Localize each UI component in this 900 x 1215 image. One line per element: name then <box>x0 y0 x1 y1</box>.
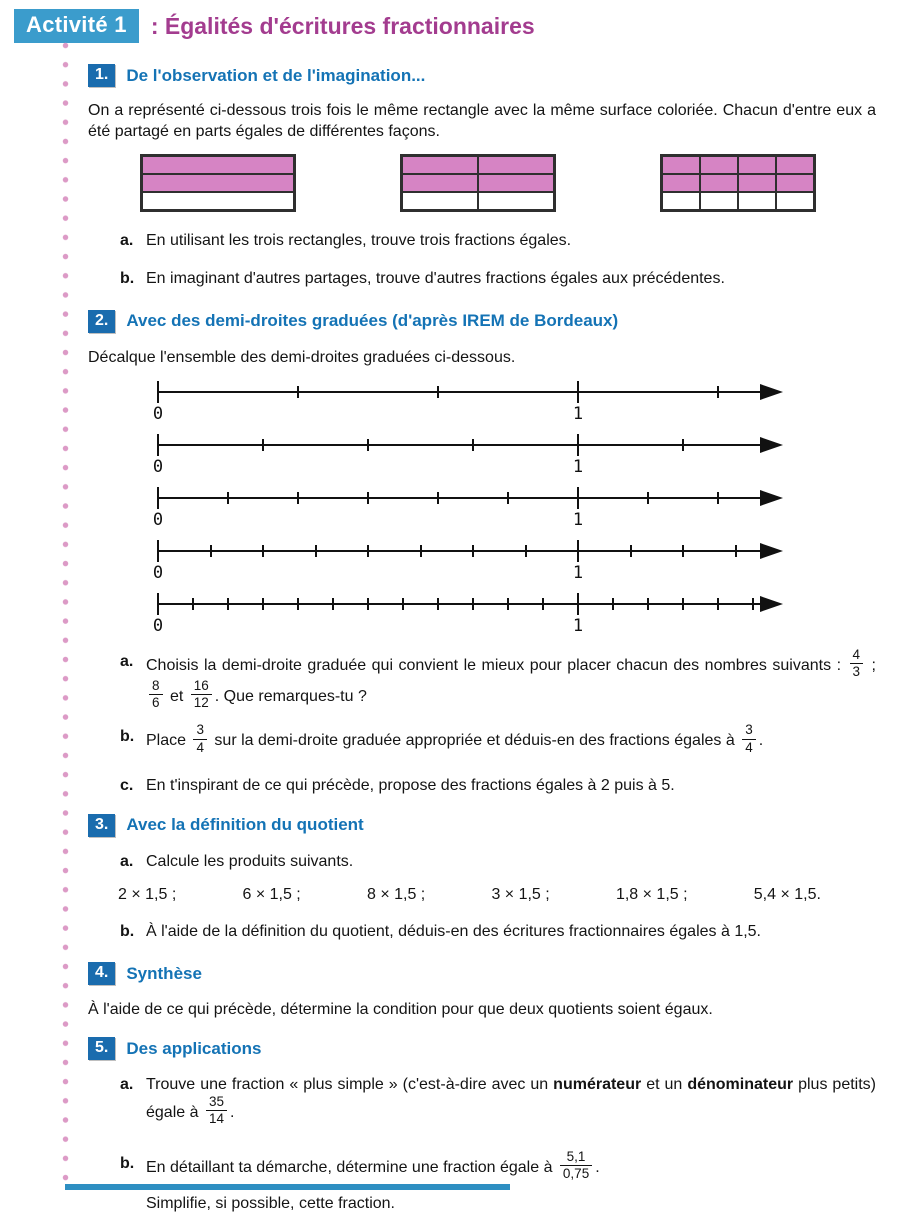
partitioned-rectangle <box>400 154 556 212</box>
tick-mark <box>210 545 212 557</box>
arrow-head-icon <box>760 596 783 612</box>
fraction <box>560 1150 592 1181</box>
fraction-denominator: 4 <box>193 739 207 755</box>
shaded-cell <box>776 174 814 192</box>
zero-label: 0 <box>152 562 164 583</box>
tick-mark <box>332 598 334 610</box>
section-5-heading <box>88 1037 876 1060</box>
number-line-axis <box>158 603 764 605</box>
section-title: Avec des demi-droites graduées (d'après IREM de Bordeaux) <box>126 311 619 331</box>
product-expression: 8 × 1,5 ; <box>366 886 426 904</box>
question-item <box>88 1073 876 1128</box>
fraction <box>191 679 212 710</box>
section-title: Synthèse <box>126 963 202 983</box>
fraction-denominator: 6 <box>149 694 163 710</box>
number-line-axis <box>158 444 764 446</box>
item-text: Trouve une fraction « plus simple » (c'est-à-dire avec un numérateur et un dénominateur plus petits) égale à $\frac{35}{14}$ . <box>146 1076 877 1126</box>
fraction-numerator: 16 <box>193 678 209 694</box>
tick-mark <box>577 540 579 562</box>
zero-label: 0 <box>152 456 164 477</box>
tick-mark <box>297 386 299 398</box>
tick-mark <box>682 598 684 610</box>
tick-mark <box>437 492 439 504</box>
question-item <box>88 646 877 713</box>
unshaded-cell <box>478 192 554 210</box>
tick-mark <box>735 545 737 557</box>
section-1-heading <box>88 64 876 87</box>
tick-mark <box>227 492 229 504</box>
section-title: Des applications <box>126 1038 262 1058</box>
shaded-cell <box>700 174 738 192</box>
tick-mark <box>472 545 474 557</box>
item-text: Place $\frac{3}{4}$ sur la demi-droite graduée appropriée et déduis-en des fractions égales à $\frac{3}{4}$ . <box>146 722 764 755</box>
fraction-denominator: 14 <box>206 1110 227 1126</box>
section-4-heading <box>88 962 876 985</box>
tick-mark <box>682 439 684 451</box>
number-lines-figure <box>0 378 900 643</box>
fraction-numerator: 3 <box>196 722 204 738</box>
item-text-runs: En détaillant ta démarche, détermine une fraction égale à $\frac{5,1}{0,75}$ . <box>146 1148 600 1182</box>
shaded-cell <box>142 156 294 174</box>
one-label: 1 <box>572 456 584 477</box>
tick-mark <box>577 434 579 456</box>
fraction-denominator: 4 <box>742 739 756 755</box>
shaded-cell <box>662 174 700 192</box>
tick-mark <box>647 492 649 504</box>
one-label: 1 <box>572 562 584 583</box>
fraction <box>742 723 756 754</box>
shaded-cell <box>738 156 776 174</box>
tick-mark <box>507 598 509 610</box>
arrow-head-icon <box>760 490 783 506</box>
item-label: a. <box>120 652 134 670</box>
partitioned-rectangle <box>660 154 816 212</box>
tick-mark <box>262 439 264 451</box>
question-item <box>88 267 876 290</box>
section-number-badge: 3. <box>88 814 115 837</box>
item-label: b. <box>120 728 135 746</box>
product-expression: 3 × 1,5 ; <box>491 886 550 904</box>
activity-tag: Activité 1 <box>14 9 139 43</box>
bold-term: numérateur <box>553 1076 642 1094</box>
product-expression: 2 × 1,5 ; <box>118 886 177 904</box>
worksheet-content <box>0 64 900 1215</box>
tick-mark <box>577 593 579 615</box>
shaded-cell <box>776 156 814 174</box>
tick-mark <box>472 439 474 451</box>
tick-mark <box>402 598 404 610</box>
fraction <box>850 648 864 679</box>
tick-mark <box>315 545 317 557</box>
number-line-axis <box>158 550 764 552</box>
products-list <box>118 886 821 904</box>
tick-mark <box>367 492 369 504</box>
tick-mark <box>157 593 159 615</box>
item-label: b. <box>120 923 135 941</box>
item-text: En t'inspirant de ce qui précède, propose des fractions égales à 2 puis à 5. <box>146 776 675 794</box>
section-number-badge: 4. <box>88 962 115 985</box>
question-item <box>88 920 876 943</box>
question-item <box>88 722 876 756</box>
fraction-numerator: 35 <box>208 1093 224 1109</box>
one-label: 1 <box>572 509 584 530</box>
partitioned-rectangles-figure <box>140 154 876 212</box>
item-label: a. <box>120 232 134 250</box>
fraction-denominator: 0,75 <box>560 1165 592 1181</box>
tick-mark <box>507 492 509 504</box>
shaded-cell <box>738 174 776 192</box>
item-label: a. <box>120 852 134 870</box>
bold-term: dénominateur <box>687 1076 794 1094</box>
graduated-number-line <box>0 378 900 431</box>
section-1-intro: On a représenté ci-dessous trois fois le même rectangle avec la même surface coloriée. Chacun d'entre eux a été partagé en parts égales de différentes façons. <box>88 102 876 141</box>
fraction <box>193 723 207 754</box>
graduated-number-line <box>0 590 900 643</box>
tick-mark <box>612 598 614 610</box>
tick-mark <box>262 545 264 557</box>
tick-mark <box>682 545 684 557</box>
tick-mark <box>577 487 579 509</box>
unshaded-cell <box>700 192 738 210</box>
tick-mark <box>157 434 159 456</box>
fraction-denominator: 12 <box>191 694 212 710</box>
shaded-cell <box>478 174 554 192</box>
item-text: En utilisant les trois rectangles, trouve trois fractions égales. <box>146 232 572 250</box>
partitioned-rectangle <box>140 154 296 212</box>
item-text: En imaginant d'autres partages, trouve d'autres fractions égales aux précédentes. <box>146 270 725 288</box>
unshaded-cell <box>776 192 814 210</box>
shaded-cell <box>700 156 738 174</box>
tick-mark <box>420 545 422 557</box>
one-label: 1 <box>572 615 584 636</box>
tick-mark <box>717 386 719 398</box>
section-2-heading <box>88 310 876 333</box>
item-label: b. <box>120 1154 135 1172</box>
fraction-numerator: 3 <box>745 722 753 738</box>
tick-mark <box>472 598 474 610</box>
section-number-badge: 2. <box>88 310 115 333</box>
tick-mark <box>367 545 369 557</box>
tick-mark <box>630 545 632 557</box>
graduated-number-line <box>0 537 900 590</box>
zero-label: 0 <box>152 403 164 424</box>
section-title: De l'observation et de l'imagination... <box>126 65 426 85</box>
item-text: À l'aide de la définition du quotient, déduis-en des écritures fractionnaires égales à 1,5. <box>146 923 761 941</box>
item-text: Calcule les produits suivants. <box>146 852 354 870</box>
item-label: a. <box>120 1076 134 1094</box>
number-line-axis <box>158 497 764 499</box>
tick-mark <box>437 386 439 398</box>
fraction-denominator: 3 <box>850 663 864 679</box>
section-number-badge: 1. <box>88 64 115 87</box>
zero-label: 0 <box>152 509 164 530</box>
tick-mark <box>297 598 299 610</box>
question-item <box>88 774 876 797</box>
section-2-intro: Décalque l'ensemble des demi-droites graduées ci-dessous. <box>88 348 516 366</box>
tick-mark <box>297 492 299 504</box>
tick-mark <box>367 439 369 451</box>
one-label: 1 <box>572 403 584 424</box>
tick-mark <box>192 598 194 610</box>
unshaded-cell <box>402 192 478 210</box>
shaded-cell <box>142 174 294 192</box>
tick-mark <box>717 492 719 504</box>
product-expression: 5,4 × 1,5. <box>753 886 821 904</box>
item-label: b. <box>120 270 135 288</box>
tick-mark <box>157 540 159 562</box>
tick-mark <box>227 598 229 610</box>
tick-mark <box>157 381 159 403</box>
arrow-head-icon <box>760 543 783 559</box>
item-followup-text: Simplifie, si possible, cette fraction. <box>146 1195 395 1213</box>
tick-mark <box>717 598 719 610</box>
section-4-text: À l'aide de ce qui précède, détermine la condition pour que deux quotients soient égaux. <box>88 1001 713 1019</box>
unshaded-cell <box>662 192 700 210</box>
fraction <box>206 1095 227 1126</box>
arrow-head-icon <box>760 437 783 453</box>
section-3-heading <box>88 814 876 837</box>
tick-mark <box>262 598 264 610</box>
product-expression: 1,8 × 1,5 ; <box>615 886 688 904</box>
activity-header <box>0 0 900 43</box>
graduated-number-line <box>0 484 900 537</box>
tick-mark <box>577 381 579 403</box>
section-title: Avec la définition du quotient <box>126 815 364 835</box>
tick-mark <box>437 598 439 610</box>
item-label: c. <box>120 776 134 794</box>
shaded-cell <box>402 174 478 192</box>
tick-mark <box>752 598 754 610</box>
tick-mark <box>647 598 649 610</box>
product-expression: 6 × 1,5 ; <box>242 886 301 904</box>
arrow-head-icon <box>760 384 783 400</box>
shaded-cell <box>402 156 478 174</box>
fraction <box>149 679 163 710</box>
tick-mark <box>542 598 544 610</box>
tick-mark <box>157 487 159 509</box>
fraction-numerator: 4 <box>852 646 861 662</box>
section-number-badge: 5. <box>88 1037 115 1060</box>
next-activity-strip <box>65 1184 510 1190</box>
tick-mark <box>525 545 527 557</box>
question-item <box>88 229 876 252</box>
fraction-numerator: 5,1 <box>566 1148 586 1164</box>
fraction-numerator: 8 <box>152 678 160 694</box>
tick-mark <box>367 598 369 610</box>
shaded-cell <box>662 156 700 174</box>
graduated-number-line <box>0 431 900 484</box>
question-item <box>88 850 876 873</box>
item-text: Choisis la demi-droite graduée qui convient le mieux pour placer chacun des nombres suivants : $\frac{4}{3}$ ; $\frac{8}{6}$ et $\frac{16}{12}$ . Que remarques-tu ? <box>146 646 877 711</box>
zero-label: 0 <box>152 615 164 636</box>
unshaded-cell <box>738 192 776 210</box>
shaded-cell <box>478 156 554 174</box>
page-title: : Égalités d'écritures fractionnaires <box>150 12 535 39</box>
unshaded-cell <box>142 192 294 210</box>
number-line-axis <box>158 391 764 393</box>
